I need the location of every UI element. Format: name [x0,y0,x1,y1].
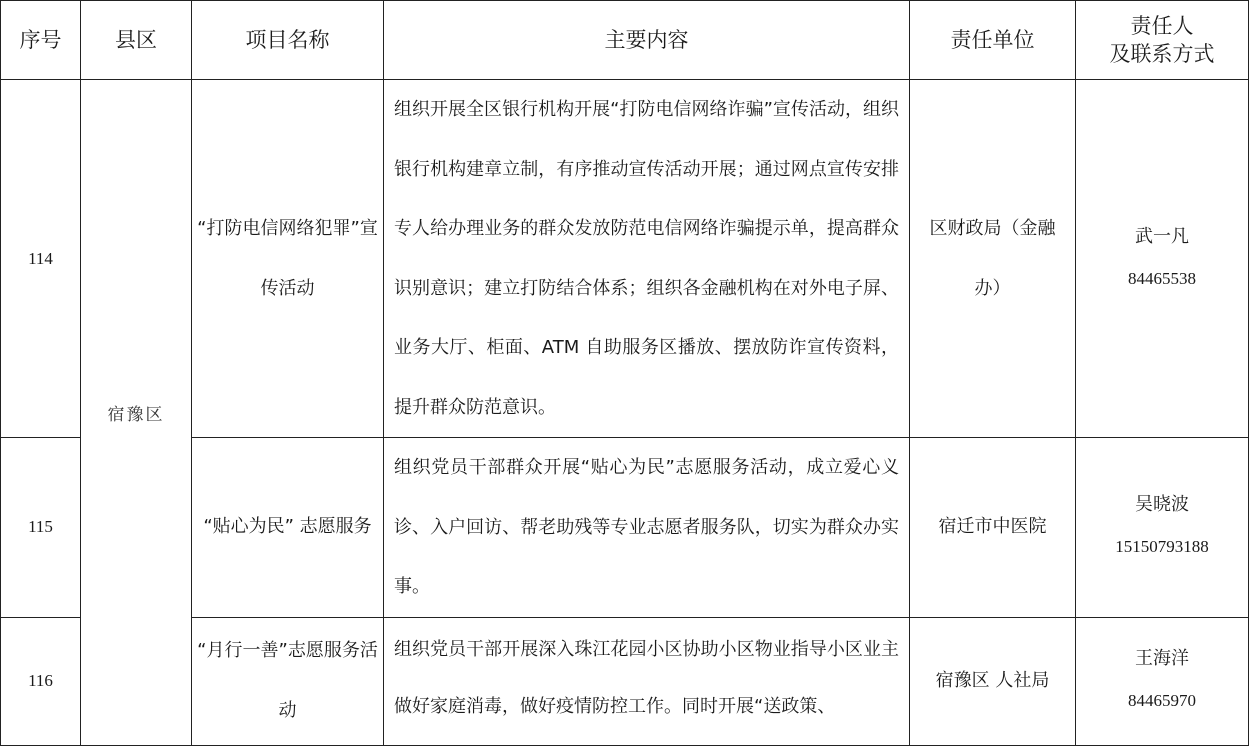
unit-cell: 宿迁市中医院 [910,438,1076,618]
header-seq: 序号 [1,1,81,80]
project-name-cell: “月行一善”志愿服务活动 [192,617,384,745]
person-cell [1076,438,1249,618]
table-header-row [1,1,1249,80]
header-responsible-person [1076,1,1249,80]
person-phone: 84465970 [1128,691,1196,710]
header-district: 县区 [81,1,192,80]
person-phone: 84465538 [1128,268,1196,288]
table-row [1,80,1249,438]
person-name: 王海洋 [1135,648,1189,669]
header-responsible-person-line2: 及联系方式 [1109,42,1215,66]
person-phone: 15150793188 [1115,537,1209,557]
project-name-cell: “贴心为民” 志愿服务 [192,438,384,618]
header-project-name: 项目名称 [192,1,384,80]
unit-cell: 宿豫区 人社局 [910,617,1076,745]
seq-cell: 114 [1,80,81,438]
seq-cell: 116 [1,617,81,745]
content-text: 组织党员干部开展深入珠江花园小区协助小区物业指导小区业主做好家庭消毒，做好疫情防控工作。同时开展“送政策、 [394,638,899,717]
header-main-content: 主要内容 [384,1,910,80]
person-cell [1076,80,1249,438]
content-cell: 组织党员干部群众开展“贴心为民”志愿服务活动，成立爱心义诊、入户回访、帮老助残等专业志愿者服务队，切实为群众办实事。 [384,438,910,618]
project-name-cell: “打防电信网络犯罪”宣传活动 [192,80,384,438]
unit-cell: 区财政局（金融办） [910,80,1076,438]
person-cell [1076,617,1249,745]
content-cell [384,617,910,745]
content-cell: 组织开展全区银行机构开展“打防电信网络诈骗”宣传活动，组织银行机构建章立制，有序推动宣传活动开展；通过网点宣传安排专人给办理业务的群众发放防范电信网络诈骗提示单，提高群众识别意识；建立打防结合体系；组织各金融机构在对外电子屏、业务大厅、柜面、ATM 自助服务区播放、摆放防诈宣传资料，提升群众防范意识。 [384,80,910,438]
person-name: 吴晓波 [1135,494,1189,516]
person-name: 武一凡 [1135,225,1189,247]
header-responsible-person-line1: 责任人 [1130,14,1194,38]
header-responsible-unit: 责任单位 [910,1,1076,80]
district-cell: 宿豫区 [81,80,192,746]
seq-cell: 115 [1,438,81,618]
